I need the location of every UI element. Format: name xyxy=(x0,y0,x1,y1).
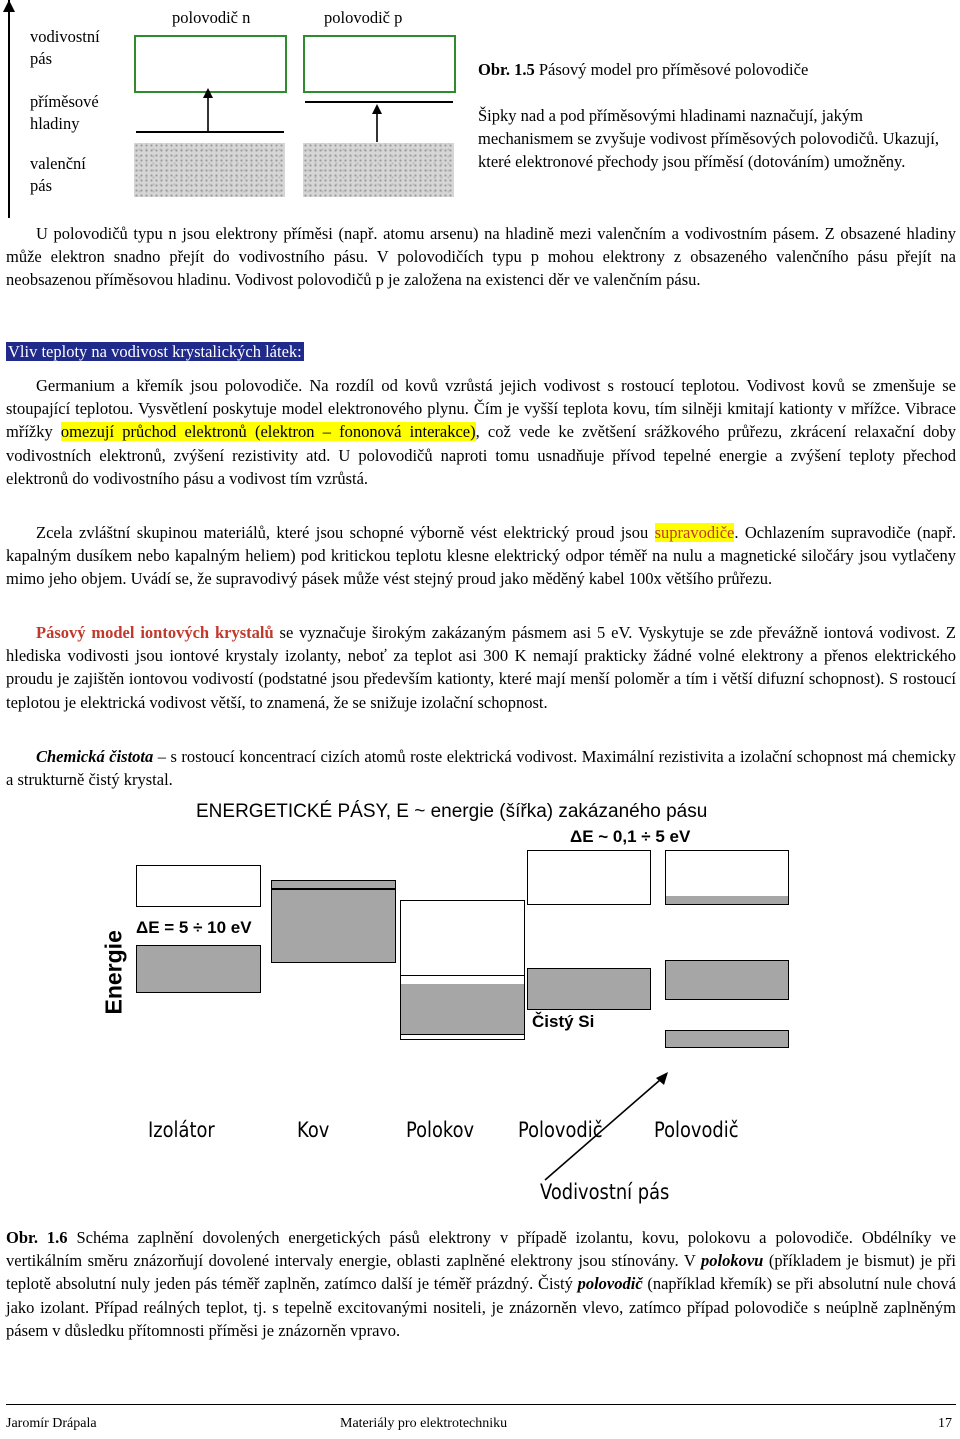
izolator-fill xyxy=(137,946,260,992)
polovodic2-lower-band xyxy=(665,1030,789,1048)
page-number: 17 xyxy=(938,1416,952,1431)
izolator-valence-band xyxy=(136,945,261,993)
label-valencni-pas: valenční pás xyxy=(30,154,86,195)
polovodic2-conduction-band xyxy=(665,850,789,905)
energie-label: Energie xyxy=(100,930,127,1015)
cap2-number: Obr. 1.6 xyxy=(6,1228,68,1247)
polovodic2-lower-fill xyxy=(666,1031,788,1047)
col-label-p: polovodič p xyxy=(324,8,403,27)
heading-text: Vliv teploty na vodivost krystalických látek: xyxy=(8,342,302,361)
p3-text-a: Zcela zvláštní skupinou materiálů, které jsou schopné výborně vést elektrický proud jsou xyxy=(36,523,655,542)
paragraph-chemical-purity xyxy=(6,745,956,791)
label-polokov: Polokov xyxy=(406,1118,475,1142)
polokov-lower-band xyxy=(400,975,525,1035)
section-heading xyxy=(6,340,304,363)
delta-e-big-label: ΔE = 5 ÷ 10 eV xyxy=(136,918,252,937)
delta-e-small-label: ΔE ~ 0,1 ÷ 5 eV xyxy=(570,827,691,846)
caption-title: Pásový model pro příměsové polovodiče xyxy=(538,60,809,79)
kov-band xyxy=(271,880,396,963)
footer-author: Jaromír Drápala xyxy=(6,1416,97,1431)
cap2-text-c: (například křemík) se při absolutní nule chová jako izolant. Případ reálných teplot, tj. s tepelně excitovanými nositeli, je znázorněn vlevo, zatímco případ polovodiče s neúplně zaplněným pásem v důsledku přítomnosti příměsi je znázorněn vpravo. xyxy=(6,1274,956,1340)
fig2-title: ENERGETICKÉ PÁSY, E ~ energie (šířka) zakázaného pásu xyxy=(196,801,708,822)
paragraph-n-p-types: U polovodičů typu n jsou elektrony příměsi (např. atomu arsenu) na hladině mezi valenčním a vodivostním pásem. Z obsazené hladiny může elektron snadno přejít do vodivostního pásu. V polovodičích typu p mohou elektrony z obsazeného valenčního pásu přejít na neobsazenou příměsovou hladinu. Vodivost polovodičů p je založena na existenci děr ve valenčním pásu. xyxy=(6,224,956,290)
label-polovodic-2: Polovodič xyxy=(654,1118,739,1142)
energie-axis-label-wrap xyxy=(98,930,128,1015)
polovodic1-valence-band xyxy=(527,968,651,1010)
cap2-term-polokov: polokovu xyxy=(701,1251,764,1271)
polovodic1-fill xyxy=(528,969,650,1009)
p-acceptor-level xyxy=(303,88,455,144)
p3-highlight: supravodiče xyxy=(654,523,735,542)
caption-number: Obr. 1.5 xyxy=(478,60,535,79)
p4-text: se vyznačuje širokým zakázaným pásmem asi 5 eV. Vyskytuje se zde převážně iontová vodivost. Z hlediska vodivosti jsou iontové krystaly izolanty, neboť za teplot asi 300 K nemají prakticky žádné volné elektrony a přenos elektrického proudu je zajištěn iontovou vodivostí (podstatné jsou především kationty, které mají menší poloměr a tím i větší difuzní schopnost). S rostoucí teplotou je elektrická vodivost větší, to znamená, že se snižuje izolační schopnost. xyxy=(6,623,956,712)
label-kov: Kov xyxy=(297,1118,330,1142)
footer-title: Materiály pro elektrotechniku xyxy=(340,1416,508,1431)
paragraph-temperature xyxy=(6,374,956,490)
kov-level-line xyxy=(271,888,396,890)
label-primesove-hladiny: příměsové hladiny xyxy=(30,92,99,133)
energy-axis xyxy=(8,0,10,218)
label-vodivostni-pas: Vodivostní pás xyxy=(540,1180,670,1204)
col-label-n: polovodič n xyxy=(172,8,251,27)
p-valence-band xyxy=(303,143,454,197)
cap2-term-polovodic: polovodič xyxy=(577,1274,643,1294)
polovodic1-conduction-band xyxy=(527,850,651,905)
polovodic2-valence-band xyxy=(665,960,789,1000)
paragraph-superconductors xyxy=(6,521,956,591)
p2-text-b: , což vede ke zvětšení srážkového průřezu, zkrácení relaxační doby vodivostních elektronů, zvýšení rezistivity atd. U polovodičů naproti tomu usnadňuje přívod tepelné energie a zvýšení teploty přechod elektronů do vodivostního pásu a vodivost tím vzrůstá. xyxy=(6,422,956,488)
label-izolator: Izolátor xyxy=(148,1118,215,1142)
cap2-text-b: (příkladem je bismut) je při teplotě absolutní nuly jeden pás téměř zaplněn, zatímco další je téměř prázdný. Čistý xyxy=(6,1251,957,1294)
p2-highlight: omezují průchod elektronů (elektron – fononová interakce) xyxy=(60,422,476,442)
label-polovodic-1: Polovodič xyxy=(518,1118,603,1142)
fig-1-5-caption-text: Šipky nad a pod příměsovými hladinami naznačují, jakým mechanismem se zvyšuje vodivost příměsových polovodičů. Ukazují, které elektronové přechody jsou příměsí (dotováním) umožněny. xyxy=(478,106,939,171)
p5-term: Chemická čistota xyxy=(36,747,154,766)
polovodic2-fill xyxy=(666,961,788,999)
cap2-text-a: Schéma zaplnění dovolených energetických pásů elektrony v případě izolantu, kovu, polokovu a polovodiče. Obdélníky ve vertikálním směru znázorňují dovolené intervaly energie, oblasti zaplněné elektrony jsou stínovány. V xyxy=(6,1228,956,1271)
fig-1-5-caption-head xyxy=(478,60,808,80)
polokov-fill xyxy=(401,984,524,1034)
izolator-conduction-band xyxy=(136,865,261,907)
kov-fill xyxy=(272,881,395,962)
footer-rule xyxy=(6,1404,956,1405)
p2-text-a: Germanium a křemík jsou polovodiče. Na rozdíl od kovů vzrůstá jejich vodivost s rostoucí teplotou. Vodivost kovů se zmenšuje se stoupající teplotou. Vysvětlení poskytuje model elektronového plynu. Čím je vyšší teplota kovu, tím silněji kmitají kationty v mřížce. Vibrace mřížky xyxy=(6,376,956,442)
n-valence-band xyxy=(134,143,285,197)
cisty-si-label: Čistý Si xyxy=(532,1012,595,1031)
p3-text-b: . Ochlazením supravodiče (např. kapalným dusíkem nebo kapalným heliem) pod kritickou teplotu klesne elektrický odpor téměř na nulu a magnetické siločáry jsou vytlačeny mimo jeho objem. Uvádí se, že supravodivý pásek může vést stejný proud jako měděný kabel 100x většího průřezu. xyxy=(6,523,956,589)
axis-arrow-icon xyxy=(3,0,15,12)
p-conduction-band xyxy=(303,35,456,93)
n-donor-level xyxy=(134,88,286,144)
p4-red-term: Pásový model iontových krystalů xyxy=(36,623,274,642)
fig-1-6-caption xyxy=(6,1226,956,1342)
p5-text: – s rostoucí koncentrací cizích atomů roste elektrická vodivost. Maximální rezistivita a izolační schopnost má chemicky a strukturně čistý krystal. xyxy=(6,747,956,790)
n-conduction-band xyxy=(134,35,287,93)
polovodic2-cond-fill xyxy=(666,896,788,904)
paragraph-ionic-crystals xyxy=(6,621,956,714)
label-vodivostni-pas: vodivostní pás xyxy=(30,27,100,68)
